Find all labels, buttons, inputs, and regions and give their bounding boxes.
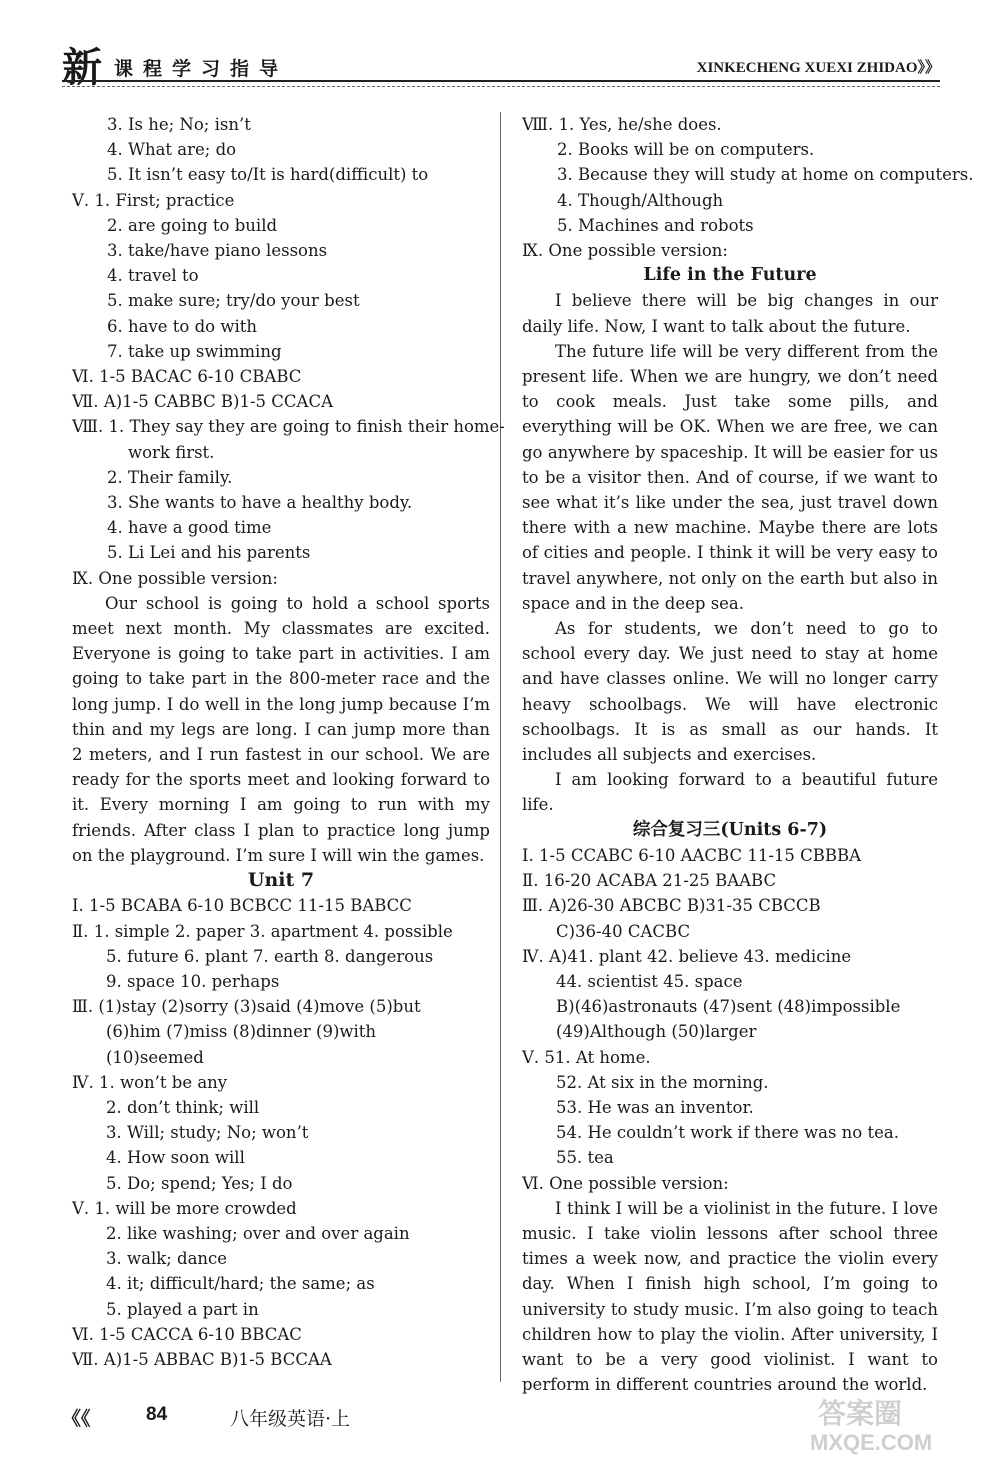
answer-line: 5. It isn’t easy to/It is hard(difficult) to (107, 165, 429, 185)
answer-line: 3. Will; study; No; won’t (106, 1123, 309, 1143)
double-chevron-left-icon: 《《 (62, 1408, 91, 1430)
sample-essay: I think I will be a violinist in the future. I love music. I take violin lessons after school three times a week now, and practice the violin every day. When I finish high school, I’m going to university to study music. I’m also going to teach children how to play the violin. After university, I want to be a very good violinist. I want to perform in different countries around the world. (522, 1198, 938, 1395)
answer-line: 4. travel to (107, 266, 199, 286)
answer-line: 4. have a good time (107, 518, 272, 538)
answer-line: 2. Books will be on computers. (557, 140, 815, 160)
answer-line: 2. Their family. (107, 467, 233, 487)
essay-paragraph: As for students, we don’t need to go to school every day. We just need to stay at home and have classes online. We will no longer carry heavy schoolbags. We will have electronic schoolbags. It is as small as our hands. It includes all subjects and exercises. (522, 619, 938, 765)
answer-line: 3. Is he; No; isn’t (107, 115, 251, 134)
review-title: 综合复习三(Units 6-7) (632, 819, 828, 840)
essay-paragraph: The future life will be very different from the present life. When we are hungry, we don’t need to cook meals. Just take some pills, and everything will be OK. When we are free, we can go anywhere by spaceship. It will be easier for us to be a visitor then. And of course, if we want to see what it’s like under the sea, just travel down there with a new machine. Maybe there are lots of cities and people. I think it will be very easy to travel anywhere, not only on the earth but also in space and in the deep sea. (522, 341, 938, 613)
book-title: 八年级英语·上 (230, 1408, 351, 1430)
section-vi: Ⅵ. 1-5 BACAC 6-10 CBABC (72, 367, 302, 387)
section-ix-head: Ⅸ. One possible version: (72, 568, 278, 588)
answer-line: 5. Li Lei and his parents (107, 543, 311, 563)
answer-line: 2. like washing; over and over again (106, 1223, 410, 1243)
logo-mark: 新 (62, 44, 102, 91)
answer-line: 9. space 10. perhaps (106, 971, 280, 991)
answer-line: C)36-40 CACBC (556, 921, 691, 941)
answer-line: 6. have to do with (107, 316, 257, 336)
series-pinyin: XINKECHENG XUEXI ZHIDAO》》 (696, 60, 940, 76)
right-column (522, 112, 974, 1397)
answer-line: 7. take up swimming (107, 341, 282, 361)
answer-line: (6)him (7)miss (8)dinner (9)with (106, 1022, 377, 1042)
section-vii: Ⅶ. A)1-5 CABBC B)1-5 CCACA (72, 392, 334, 412)
section-v-head: Ⅴ. 51. At home. (522, 1047, 651, 1067)
page-number: 84 (146, 1404, 168, 1425)
section-iii-head: Ⅲ. A)26-30 ABCBC B)31-35 CBCCB (522, 896, 821, 916)
essay-paragraph: I am looking forward to a beautiful future life. (522, 770, 938, 815)
answer-line: 5. future 6. plant 7. earth 8. dangerous (106, 946, 434, 966)
header-rule (62, 80, 940, 82)
answer-line: 2. are going to build (107, 215, 278, 235)
section-viii-head: Ⅷ. 1. Yes, he/she does. (522, 115, 722, 134)
section-iii-head: Ⅲ. (1)stay (2)sorry (3)said (4)move (5)but (72, 997, 421, 1017)
answer-line: 3. walk; dance (106, 1249, 228, 1269)
left-column (72, 112, 505, 1372)
answer-line: 53. He was an inventor. (556, 1097, 754, 1117)
page-header (62, 44, 940, 91)
essay-paragraph: I believe there will be big changes in our daily life. Now, I want to talk about the future. (522, 291, 938, 336)
answer-line: work first. (128, 442, 215, 462)
watermark-logo: 答案圈 (818, 1398, 903, 1429)
section-v-head: Ⅴ. 1. First; practice (72, 190, 235, 210)
answer-line: 3. Because they will study at home on computers. (557, 165, 974, 185)
section-iv-head: Ⅳ. A)41. plant 42. believe 43. medicine (522, 946, 852, 966)
series-title: 课程学习指导 (114, 58, 289, 80)
section-vi: Ⅵ. 1-5 CACCA 6-10 BBCAC (72, 1324, 302, 1344)
section-vi-head: Ⅵ. One possible version: (522, 1173, 729, 1193)
section-ii-head: Ⅱ. 1. simple 2. paper 3. apartment 4. possible (72, 921, 453, 941)
answer-line: 44. scientist 45. space (556, 971, 743, 991)
answer-line: 54. He couldn’t work if there was no tea. (556, 1123, 899, 1143)
essay-title: Life in the Future (643, 265, 817, 286)
section-i: Ⅰ. 1-5 CCABC 6-10 AACBC 11-15 CBBBA (522, 845, 862, 865)
answer-line: 4. How soon will (106, 1148, 245, 1168)
section-ix-head: Ⅸ. One possible version: (522, 241, 728, 261)
answer-line: 4. it; difficult/hard; the same; as (106, 1274, 375, 1294)
answer-line: B)(46)astronauts (47)sent (48)impossible (556, 997, 901, 1017)
section-viii-head: Ⅷ. 1. They say they are going to finish their home- (72, 417, 505, 437)
unit-title: Unit 7 (247, 869, 315, 892)
section-v-head: Ⅴ. 1. will be more crowded (72, 1198, 297, 1218)
section-vii: Ⅶ. A)1-5 ABBAC B)1-5 BCCAA (72, 1349, 332, 1369)
header-dashed-rule (62, 86, 940, 87)
answer-line: 3. take/have piano lessons (107, 241, 328, 261)
answer-line: 2. don’t think; will (106, 1097, 260, 1117)
answer-line: 3. She wants to have a healthy body. (107, 493, 413, 513)
sample-essay: Our school is going to hold a school sports meet next month. My classmates are excited. Everyone is going to take part in activities. I am going to take part in the 800-meter race and the long jump. I do well in the long jump because I’m thin and my legs are long. I can jump more than 2 meters, and I run fastest in our school. We are ready for the sports meet and looking forward to it. Every morning I am going to run with my friends. After class I plan to practice long jump on the playground. I’m sure I will win the games. (72, 593, 490, 865)
answer-line: 5. played a part in (106, 1299, 259, 1319)
section-i: Ⅰ. 1-5 BCABA 6-10 BCBCC 11-15 BABCC (72, 896, 412, 916)
section-ii: Ⅱ. 16-20 ACABA 21-25 BAABC (522, 871, 777, 891)
answer-line: 4. What are; do (107, 140, 237, 160)
answer-line: (10)seemed (106, 1047, 204, 1067)
answer-line: (49)Although (50)larger (556, 1022, 757, 1042)
answer-line: 5. Do; spend; Yes; I do (106, 1173, 293, 1193)
answer-line: 5. make sure; try/do your best (107, 291, 360, 311)
section-iv-head: Ⅳ. 1. won’t be any (72, 1072, 228, 1092)
answer-line: 4. Though/Although (557, 190, 724, 210)
watermark-url: MXQE.COM (810, 1430, 933, 1455)
answer-line: 52. At six in the morning. (556, 1072, 769, 1092)
answer-line: 55. tea (556, 1148, 614, 1168)
answer-line: 5. Machines and robots (557, 215, 754, 235)
column-divider (500, 112, 501, 1382)
